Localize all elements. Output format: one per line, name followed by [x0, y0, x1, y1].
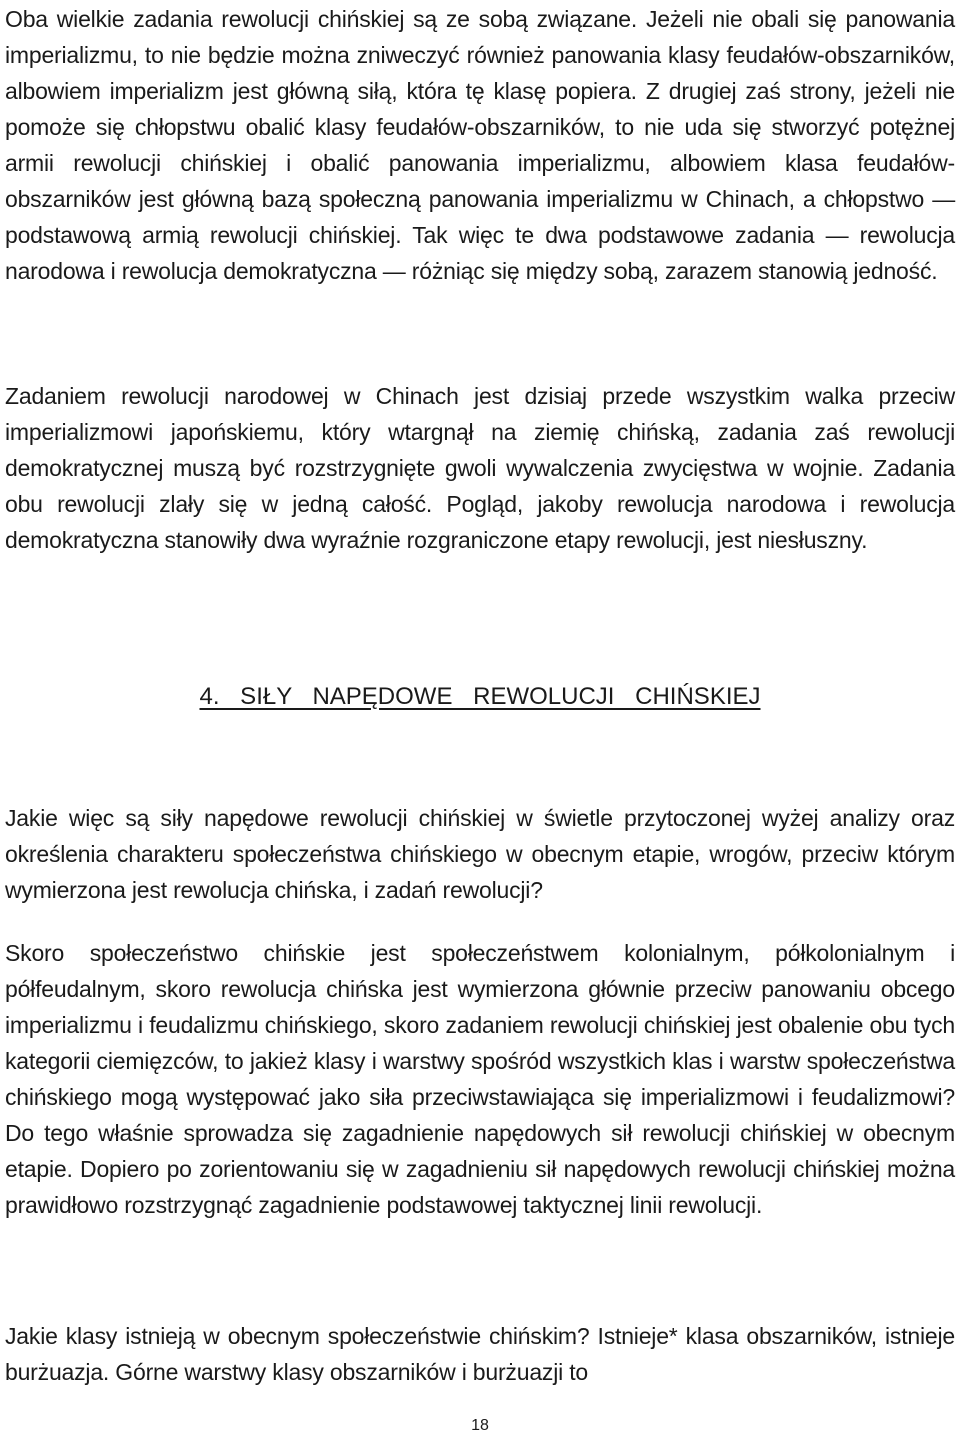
paragraph-1: Oba wielkie zadania rewolucji chińskiej są ze sobą związane. Jeżeli nie obali się panowania imperializmu, to nie będzie można zniweczyć również panowania klasy feudałów-obszarników, albowiem imperializm jest główną siłą, która tę klasę popiera. Z drugiej zaś strony, jeżeli nie pomoże się chłopstwu obalić klasy feudałów-obszarników, to nie uda się stworzyć potężnej armii rewolucji chińskiej i obalić panowania imperializmu, albowiem klasa feudałów-obszarników jest główną bazą społeczną panowania imperializmu w Chinach, a chłopstwo — podstawową armią rewolucji chińskiej. Tak więc te dwa podstawowe zadania — rewolucja narodowa i rewolucja demokratyczna — różniąc się między sobą, zarazem stanowią jedność.: [5, 6, 955, 284]
section-heading-text: 4. SIŁY NAPĘDOWE REWOLUCJI CHIŃSKIEJ: [199, 683, 761, 710]
paragraph-4: Skoro społeczeństwo chińskie jest społeczeństwem kolonialnym, półkolonialnym i półfeudalnym, skoro rewolucja chińska jest wymierzona głównie przeciw panowaniu obcego imperializmu i feudalizmu chińskiego, skoro zadaniem rewolucji chińskiej jest obalenie obu tych kategorii ciemięzców, to jakież klasy i warstwy spośród wszystkich klas i warstw społeczeństwa chińskiego mogą występować jako siła przeciwstawiająca się imperializmowi i feudalizmowi? Do tego właśnie sprowadza się zagadnienie napędowych sił rewolucji chińskiej w obecnym etapie. Dopiero po zorientowaniu się w zagadnieniu sił napędowych rewolucji chińskiej można prawidłowo rozstrzygnąć zagadnienie podstawowej taktycznej linii rewolucji.: [5, 940, 955, 1218]
paragraph-2: Zadaniem rewolucji narodowej w Chinach jest dzisiaj przede wszystkim walka przeciw imperializmowi japońskiemu, który wtargnął na ziemię chińską, zadania zaś rewolucji demokratycznej muszą być rozstrzygnięte gwoli wywalczenia zwycięstwa w wojnie. Zadania obu rewolucji zlały się w jedną całość. Pogląd, jakoby rewolucja narodowa i rewolucja demokratyczna stanowiły dwa wyraźnie rozgraniczone etapy rewolucji, jest niesłuszny.: [5, 383, 955, 553]
paragraph-5: Jakie klasy istnieją w obecnym społeczeństwie chińskim? Istnieje* klasa obszarników, istnieje burżuazja. Górne warstwy klasy obszarników i burżuazji to: [5, 1323, 955, 1385]
paragraph-3: Jakie więc są siły napędowe rewolucji chińskiej w świetle przytoczonej wyżej analizy oraz określenia charakteru społeczeństwa chińskiego w obecnym etapie, wrogów, przeciw którym wymierzona jest rewolucja chińska, i zadań rewolucji?: [5, 805, 955, 903]
page-number: 18: [471, 1417, 489, 1434]
section-heading: [0, 681, 960, 713]
